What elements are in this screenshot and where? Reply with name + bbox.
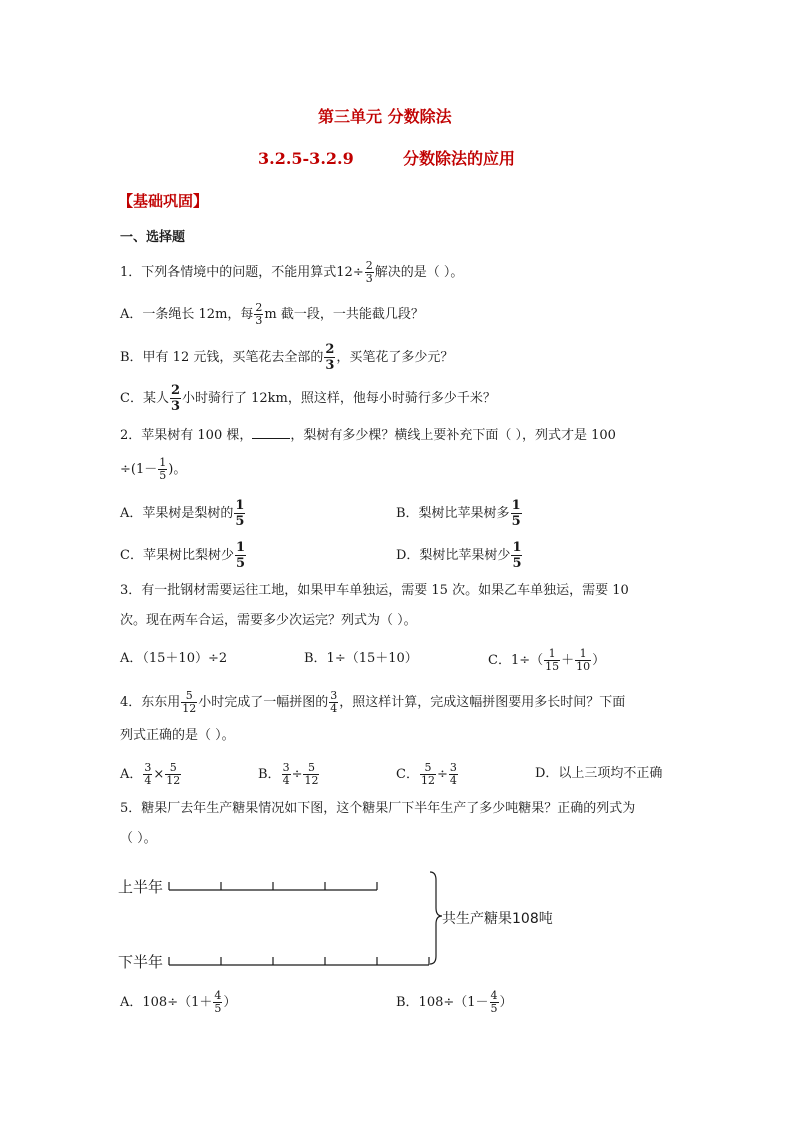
fraction: $\frac{1}{5}$ [159,456,167,482]
q4-option-d: D．以上三项均不正确 [535,766,663,781]
fraction: $\frac{1}{5}$ [235,540,245,571]
lesson-code: 3.2.5-3.2.9 [258,149,354,168]
fraction: $\frac{4}{5}$ [490,989,498,1015]
q1-option-a: A．一条绳长 12m，每 $\frac{2}{3}$ m 截一段，一共能截几段？ [120,301,424,327]
bottom-segment-bar [169,957,429,965]
q4-stem-line1: 4．东东用 $\frac{5}{12}$ 小时完成了一幅拼图的 $\frac{3}{4}$ ，照这样计算，完成这幅拼图要用多长时间？下面 [120,689,626,715]
q2-stem-line1: 2．苹果树有 100 棵， ，梨树有多少棵？横线上要补充下面（ ），列式才是 100 [120,428,616,443]
lesson-title: 分数除法的应用 [403,149,516,168]
section-label: 【基础巩固】 [118,192,209,210]
q5-stem-line1: 5．糖果厂去年生产糖果情况如下图，这个糖果厂下半年生产了多少吨糖果？正确的列式为 [120,801,636,816]
q5-stem-line2: （ ）。 [120,831,157,846]
q1-option-c: C．某人 $\frac{2}{3}$ 小时骑行了 12km，照这样，他每小时骑行多少千米？ [120,383,496,414]
unit-title: 第三单元 分数除法 [318,107,452,126]
fraction: $\frac{3}{4}$ [282,761,290,787]
fraction: $\frac{3}{4}$ [144,761,152,787]
fraction: $\frac{5}{12}$ [166,761,181,787]
fraction: $\frac{4}{5}$ [214,989,222,1015]
q1-stem [120,260,463,285]
top-row-label: 上半年 [118,878,164,896]
top-segment-bar [169,882,377,890]
q3-option-a: A．（15＋10）÷2 [120,651,228,666]
fraction: $\frac{2}{3}$ [325,342,335,373]
total-brace [430,872,442,964]
q4-option-a: A． $\frac{3}{4}$ × $\frac{5}{12}$ [120,761,181,787]
q5-option-b: B．108÷（1－ $\frac{4}{5}$ ） [396,989,513,1015]
q1-option-b: B．甲有 12 元钱，买笔花去全部的 $\frac{2}{3}$ ，买笔花了多少元？ [120,342,454,373]
bottom-row-label: 下半年 [118,953,164,971]
q1-stem-text: 1．下列各情境中的问题，不能用算式12÷ [120,265,364,280]
segment-diagram [114,868,594,978]
fraction: $\frac{2}{3}$ [170,383,180,414]
q2-option-a: A．苹果树是梨树的 $\frac{1}{5}$ [120,498,245,529]
q4-option-c: C． $\frac{5}{12}$ ÷ $\frac{3}{4}$ [396,761,457,787]
q3-stem-line2: 次。现在两车合运，需要多少次运完？列式为（ ）。 [120,613,417,628]
fraction: $\frac{2}{3}$ [365,259,373,285]
fraction: $\frac{1}{15}$ [545,647,560,673]
q3-stem-line1: 3．有一批钢材需要运往工地，如果甲车单独运，需要 15 次。如果乙车单独运，需要 10 [120,583,629,598]
fraction: $\frac{1}{10}$ [576,647,591,673]
q4-stem-line2: 列式正确的是（ ）。 [120,728,235,743]
fraction: $\frac{5}{12}$ [304,761,319,787]
fraction: $\frac{5}{12}$ [420,761,435,787]
fraction: $\frac{1}{5}$ [512,540,522,571]
answer-blank [252,426,290,439]
q5-option-a: A．108÷（1＋ $\frac{4}{5}$ ） [120,989,237,1015]
q2-option-b: B．梨树比苹果树多 $\frac{1}{5}$ [396,498,521,529]
q2-stem-line2: ÷(1－ $\frac{1}{5}$ )。 [120,456,187,482]
fraction: $\frac{1}{5}$ [235,498,245,529]
q4-option-b: B． $\frac{3}{4}$ ÷ $\frac{5}{12}$ [258,761,319,787]
fraction: $\frac{5}{12}$ [182,689,197,715]
fraction: $\frac{3}{4}$ [449,761,457,787]
q2-option-d: D．梨树比苹果树少 $\frac{1}{5}$ [396,540,522,571]
total-label: 共生产糖果108吨 [442,911,553,927]
fraction: $\frac{2}{3}$ [255,301,263,327]
q3-option-b: B．1÷（15＋10） [304,651,418,666]
fraction: $\frac{3}{4}$ [330,689,338,715]
q2-option-c: C．苹果树比梨树少 $\frac{1}{5}$ [120,540,245,571]
fraction: $\frac{1}{5}$ [511,498,521,529]
section-heading: 一、选择题 [120,230,186,245]
q1-stem-text-end: 解决的是（ ）。 [374,265,464,280]
q3-option-c: C．1÷（ $\frac{1}{15}$ ＋ $\frac{1}{10}$ ） [488,647,606,673]
